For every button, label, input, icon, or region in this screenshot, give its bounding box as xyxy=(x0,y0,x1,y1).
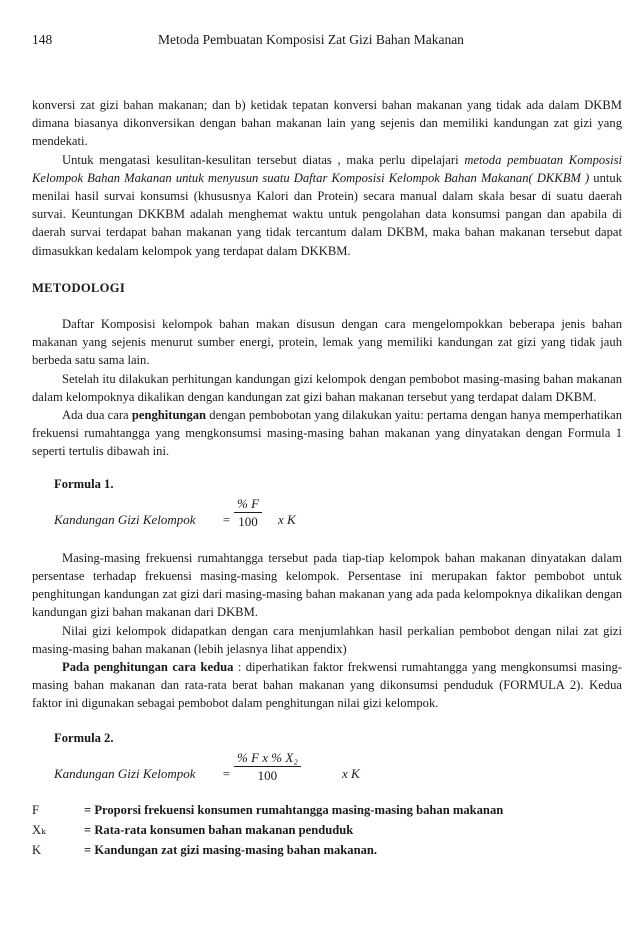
metodologi-paragraph-1: Daftar Komposisi kelompok bahan makan disusun dengan cara mengelompokkan beberapa jenis bahan makanan yang sejenis menurut sumber energi, protein, lemak yang memiliki kandungan zat gizi yang tidak jauh berbeda satu sama lain. xyxy=(32,317,622,368)
body-paragraph-frekuensi: Masing-masing frekuensi rumahtangga tersebut pada tiap-tiap kelompok bahan makanan dinyatakan dalam persentase terhadap frekuensi masing-masing kelompok. Persentase ini merupakan faktor pembobot untuk penghitungan kandungan zat gizi dari masing-masing bahan makanan yang ada pada kelompoknya dikalikan dengan kandungan gizi bahan makanan dari DKBM. xyxy=(32,550,622,620)
formula-2-denominator: 100 xyxy=(257,767,278,783)
metodologi-paragraph-2: Setelah itu dilakukan perhitungan kandungan gizi kelompok dengan pembobot masing-masing bahan makanan dalam kelompoknya dikalikan dengan kandungan zat gizi bahan makanan tersebut yang terdapat dalam DKBM. xyxy=(32,371,622,404)
legend-symbol-f: F xyxy=(32,802,40,817)
page-header xyxy=(32,32,610,50)
intro-paragraph-2 xyxy=(32,151,622,260)
legend-symbol-xk: Xₖ xyxy=(32,822,46,837)
legend-row xyxy=(32,801,622,821)
formula-2-numerator: % F x % X₂ xyxy=(234,749,301,767)
intro-paragraph-1: konversi zat gizi bahan makanan; dan b) ketidak tepatan konversi bahan makanan yang tidak ada dalam DKBM dimana biasanya dikonversikan dengan bahan makanan lain yang sejenis dan memiliki kandungan zat gizi yang mendekati. xyxy=(32,98,622,149)
formula-1-lhs: Kandungan Gizi Kelompok xyxy=(54,511,196,527)
formula-1-denominator: 100 xyxy=(238,513,258,529)
metodologi-paragraph-3 xyxy=(32,406,622,461)
formula-1-label: Formula 1. xyxy=(54,476,114,491)
legend-description-f: = Proporsi frekuensi konsumen rumahtangga masing-masing bahan makanan xyxy=(84,802,504,817)
legend-row xyxy=(32,821,622,841)
formula-2-lhs: Kandungan Gizi Kelompok xyxy=(54,765,196,781)
metodologi-p3-text-a: Ada dua cara xyxy=(62,408,132,423)
page-body xyxy=(32,96,622,861)
formula-2-rhs: x K xyxy=(342,765,360,781)
formula-1-equals: = xyxy=(222,511,231,527)
formula-2-fraction xyxy=(234,749,301,784)
formula-legend xyxy=(32,801,622,861)
intro-p2-italic: metoda pembuatan Komposisi Kelompok Bahan Makanan untuk menyusun suatu Daftar Komposisi Kelompok Bahan Makanan( DKKBM ) xyxy=(32,152,622,185)
legend-description-xk: = Rata-rata konsumen bahan makanan penduduk xyxy=(84,822,354,837)
body-paragraph-cara-kedua xyxy=(32,658,622,713)
page-number: 148 xyxy=(32,32,53,47)
legend-symbol-k: K xyxy=(32,842,42,857)
formula-2-equals: = xyxy=(222,765,231,781)
section-heading-metodologi: METODOLOGI xyxy=(32,280,126,295)
formula-1-rhs: x K xyxy=(278,511,296,527)
formula-1 xyxy=(54,495,622,539)
formula-2-label: Formula 2. xyxy=(54,730,114,745)
metodologi-p3-bold: penghitungan xyxy=(131,408,207,423)
cara-kedua-text: : diperhatikan faktor frekwensi rumahtangga yang mengkonsumsi masing-masing bahan makanan dan rata-rata berat bahan makanan yang dikonsumsi penduduk (FORMULA 2). Kedua faktor ini digunakan sebagai pembobot dalam penghitungan nilai gizi kelompok. xyxy=(32,660,622,711)
metodologi-p3-text-b: dengan pembobotan yang dilakukan yaitu: pertama dengan hanya memperhatikan frekuensi rumahtangga yang mengkonsumsi masing-masing bahan makanan yang dinyatakan dengan Formula 1 seperti tertulis dibawah ini. xyxy=(32,408,622,459)
body-paragraph-nilai-gizi: Nilai gizi kelompok didapatkan dengan cara menjumlahkan hasil perkalian pembobot dengan nilai zat gizi masing-masing bahan makanan (lebih jelasnya lihat appendix) xyxy=(32,623,622,656)
formula-1-fraction xyxy=(234,495,262,530)
legend-description-k: = Kandungan zat gizi masing-masing bahan makanan. xyxy=(84,842,378,857)
cara-kedua-bold: Pada penghitungan cara kedua xyxy=(62,660,234,675)
intro-p2-text-b: untuk menilai hasil survai konsumsi (khususnya Kalori dan Protein) secara manual dalam skala besar di suatu daerah survai. Keuntungan DKKBM adalah menghemat waktu untuk pengolahan data konsumsi pangan dan apabila di daerah survai terdapat bahan makanan yang tidak tercantum dalam DKBM, maka bahan makanan tersebut dapat dimasukkan kedalam kelompok yang terdapat dalam DKKBM. xyxy=(32,170,622,258)
formula-2 xyxy=(54,749,622,793)
intro-p2-text-a: Untuk mengatasi kesulitan-kesulitan tersebut diatas , maka perlu dipelajari xyxy=(62,152,465,167)
formula-1-numerator: % F xyxy=(234,495,262,513)
legend-row xyxy=(32,841,622,861)
running-title: Metoda Pembuatan Komposisi Zat Gizi Bahan Makanan xyxy=(158,32,464,47)
